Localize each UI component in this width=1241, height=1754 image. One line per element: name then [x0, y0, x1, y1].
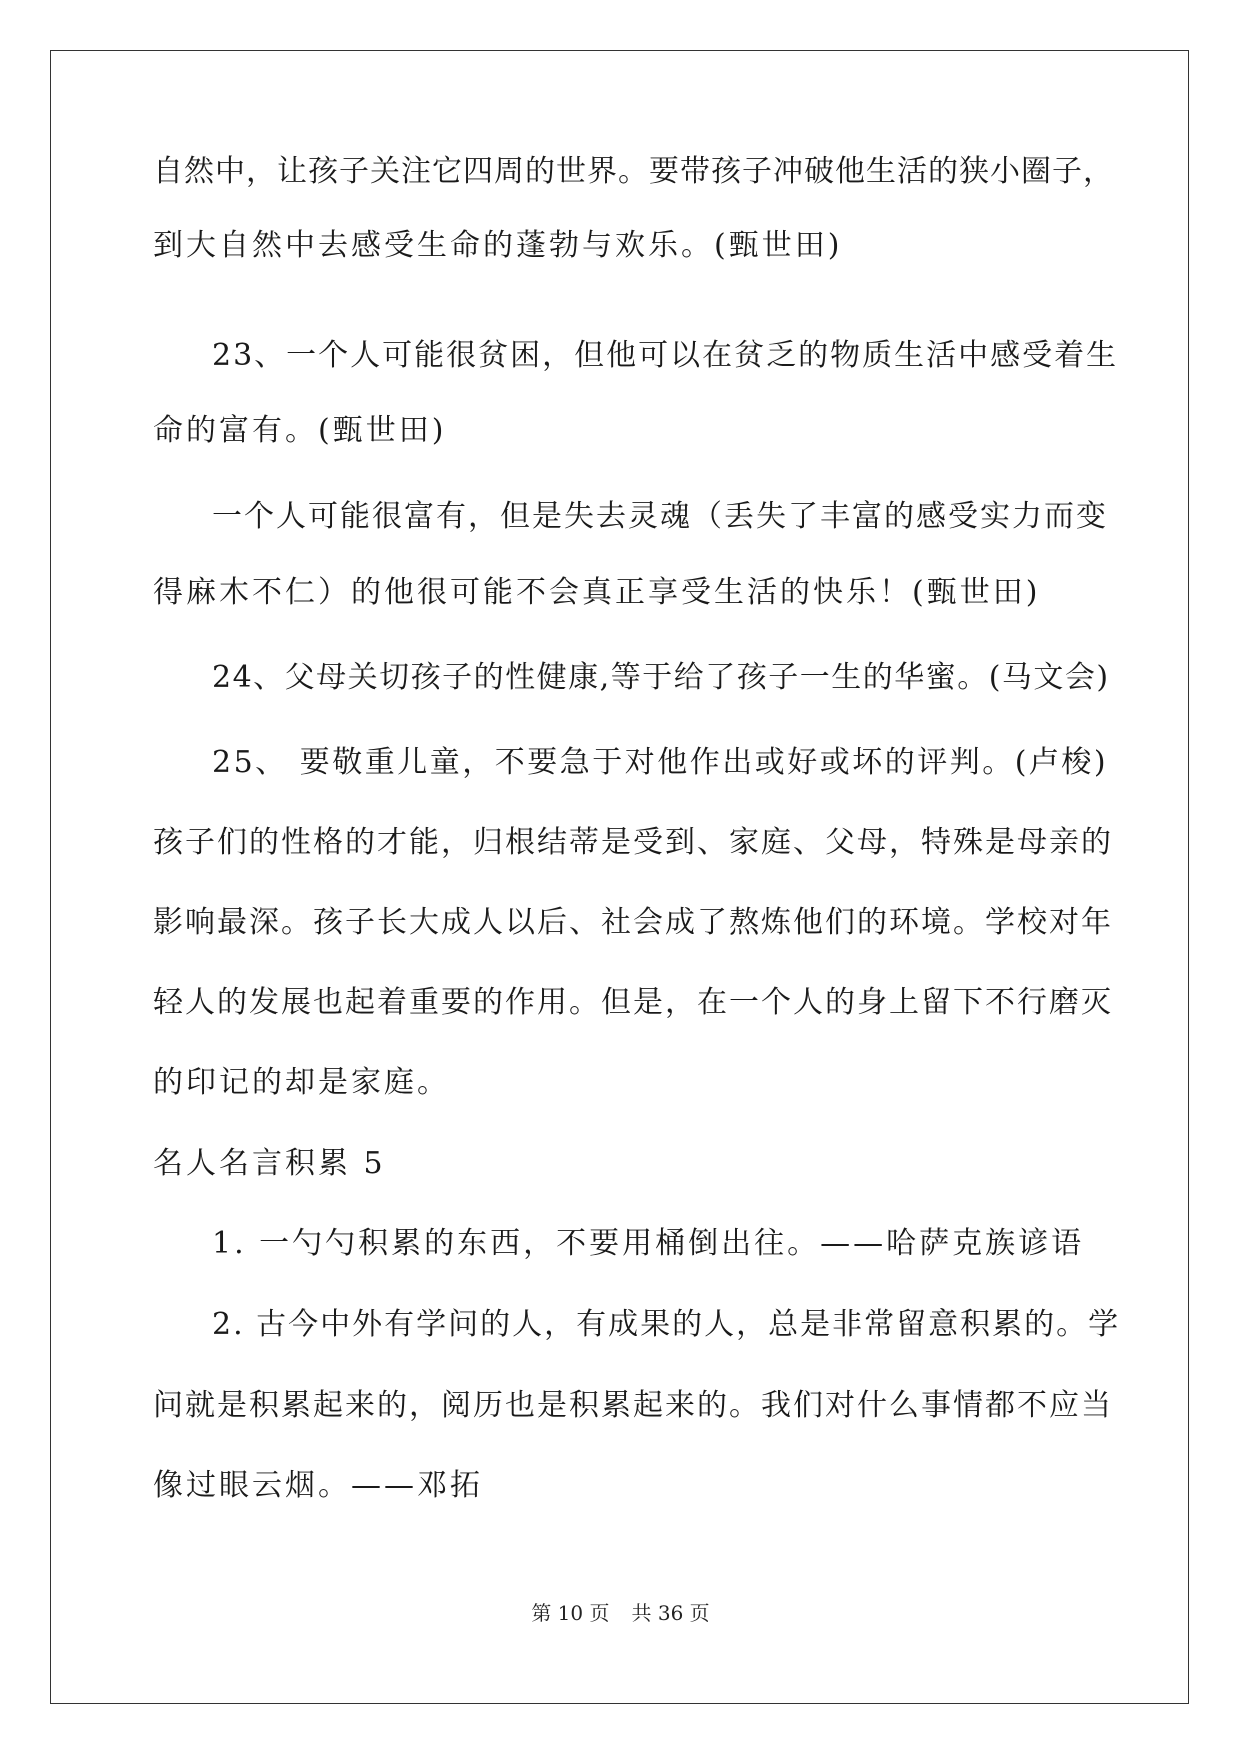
- text-line: 孩子们的性格的才能，归根结蒂是受到、家庭、父母，特殊是母亲的: [153, 825, 1113, 860]
- text-line: 到大自然中去感受生命的蓬勃与欢乐。(甄世田): [153, 228, 843, 263]
- page-total: 共 36 页: [631, 1601, 710, 1625]
- text-line: 影响最深。孩子长大成人以后、社会成了熬炼他们的环境。学校对年: [153, 905, 1113, 940]
- page-number: 第 10 页: [531, 1601, 610, 1625]
- text-line: 一个人可能很富有，但是失去灵魂（丢失了丰富的感受实力而变: [212, 499, 1108, 534]
- text-line: 问就是积累起来的，阅历也是积累起来的。我们对什么事情都不应当: [153, 1388, 1113, 1423]
- page-border: [50, 50, 1189, 1704]
- text-line: 24、父母关切孩子的性健康,等于给了孩子一生的华蜜。(马文会): [212, 660, 1110, 695]
- section-heading: 名人名言积累 5: [153, 1146, 386, 1181]
- page-footer: [0, 1600, 1241, 1626]
- text-line: 1. 一勺勺积累的东西，不要用桶倒出往。——哈萨克族谚语: [212, 1226, 1085, 1261]
- text-line: 2. 古今中外有学问的人，有成果的人，总是非常留意积累的。学: [212, 1307, 1121, 1342]
- text-line: 的印记的却是家庭。: [153, 1065, 450, 1100]
- text-line: 得麻木不仁）的他很可能不会真正享受生活的快乐！(甄世田): [153, 575, 1041, 610]
- text-line: 25、 要敬重儿童，不要急于对他作出或好或坏的评判。(卢梭): [212, 745, 1109, 780]
- text-line: 轻人的发展也起着重要的作用。但是，在一个人的身上留下不行磨灭: [153, 985, 1113, 1020]
- text-line: 命的富有。(甄世田): [153, 413, 447, 448]
- text-line: 自然中，让孩子关注它四周的世界。要带孩子冲破他生活的狭小圈子，: [153, 154, 1114, 189]
- text-line: 像过眼云烟。——邓拓: [153, 1468, 483, 1503]
- text-line: 23、一个人可能很贫困，但他可以在贫乏的物质生活中感受着生: [212, 338, 1119, 373]
